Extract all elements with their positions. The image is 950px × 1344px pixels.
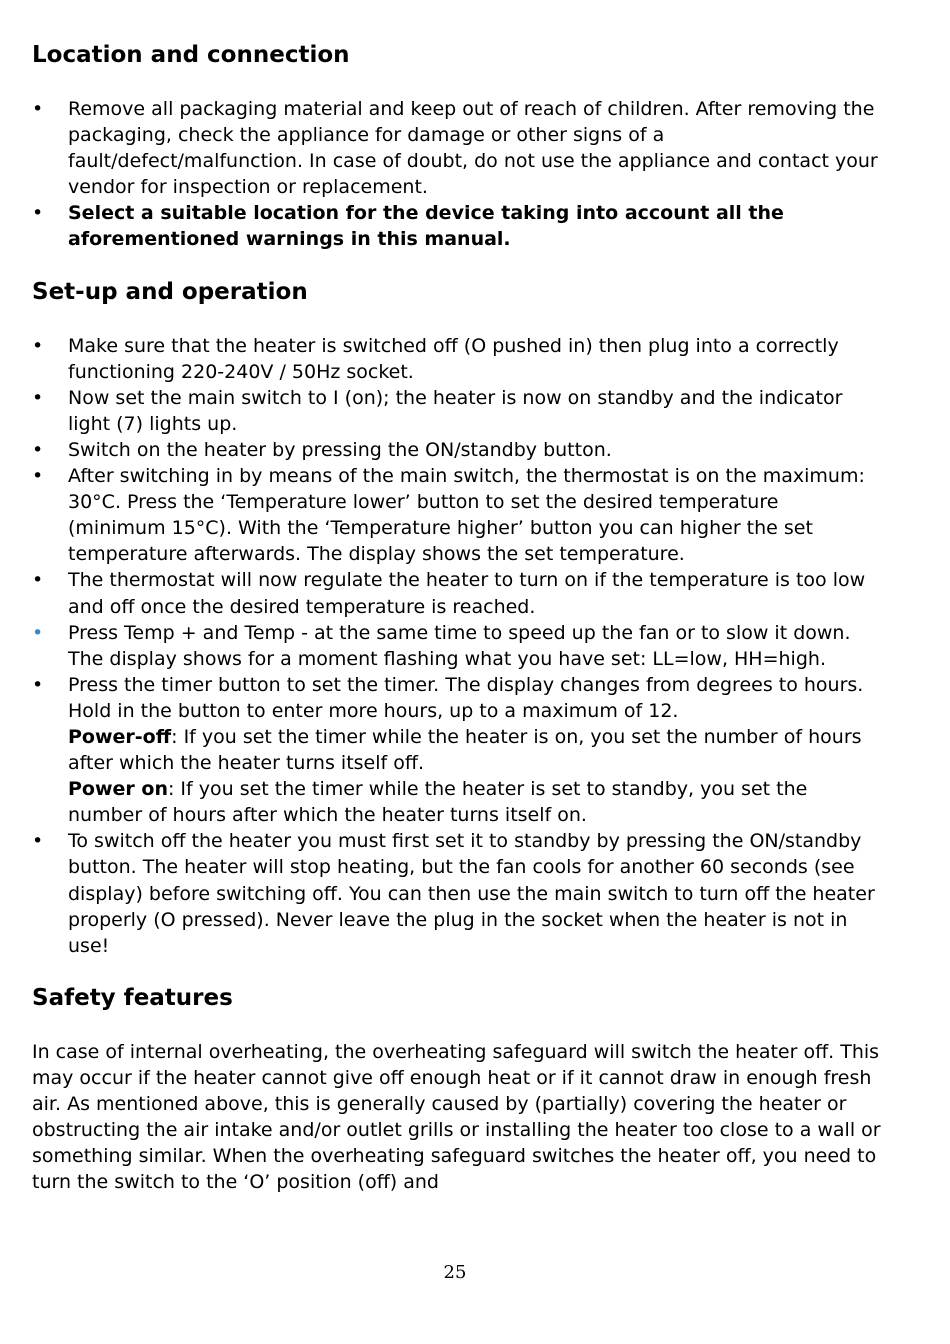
list-item-text: Remove all packaging material and keep out of reach of children. After removing the packaging, check the appliance for damage or other signs of a fault/defect/malfunction. In case of doubt, do not use the appliance and contact your vendor for inspection or replacement. [68, 98, 878, 199]
location-list [32, 96, 882, 253]
list-item-text: Press the timer button to set the timer. The display changes from degrees to hours. Hold in the button to enter more hours, up to a maximum of 12. [68, 673, 864, 722]
bullet-glyph: • [32, 438, 44, 461]
list-item [32, 200, 882, 252]
safety-paragraph: In case of internal overheating, the overheating safeguard will switch the heater off. This may occur if the heater cannot give off enough heat or if it cannot draw in enough fresh air. As mentioned above, this is generally caused by (partially) covering the heater or obstructing the air intake and/or outlet grills or installing the heater too close to a wall or something similar. When the overheating safeguard switches the heater off, you need to turn the switch to the ‘O’ position (off) and [32, 1040, 881, 1194]
power-off-label: Power-off [68, 725, 172, 748]
list-item-text: To switch off the heater you must first set it to standby by pressing the ON/standby button. The heater will stop heating, but the fan cools for another 60 seconds (see display) before switching off. You can then use the main switch to turn off the heater properly (O pressed). Never leave the plug in the socket when the heater is not in use! [68, 830, 875, 957]
list-item [32, 620, 882, 672]
power-off-text: : If you set the timer while the heater is on, you set the number of hours after which the heater turns itself off. [68, 725, 862, 775]
list-item [32, 828, 882, 958]
bullet-glyph: • [32, 386, 44, 409]
bullet-glyph: • [32, 334, 44, 357]
list-item-text: Make sure that the heater is switched off (O pushed in) then plug into a correctly functioning 220-240V / 50Hz socket. [68, 334, 839, 383]
list-item-text: Press Temp + and Temp - at the same time to speed up the fan or to slow it down. The display shows for a moment flashing what you have set: LL=low, HH=high. [68, 621, 851, 670]
section-title-setup: Set-up and operation [32, 278, 308, 305]
document-page [32, 38, 882, 1195]
bullet-glyph: • [32, 830, 44, 853]
list-item [32, 567, 882, 619]
bullet-glyph-accent: • [32, 621, 44, 644]
list-item [32, 463, 882, 567]
list-item [32, 333, 882, 385]
list-item-text: Now set the main switch to I (on); the heater is now on standby and the indicator light (7) lights up. [68, 386, 843, 435]
power-on-text: : If you set the timer while the heater is set to standby, you set the number of hours after which the heater turns itself on. [68, 778, 808, 827]
list-item-text: After switching in by means of the main switch, the thermostat is on the maximum: 30°C. Press the ‘Temperature lower’ button to set the desired temperature (minimum 15°C). With the ‘Temperature higher’ button you can higher the set temperature afterwards. The display shows the set temperature. [68, 465, 865, 566]
list-item [32, 385, 882, 437]
setup-list [32, 333, 882, 959]
bullet-glyph: • [32, 202, 44, 225]
page-number: 25 [443, 1262, 467, 1283]
list-item-text: Select a suitable location for the device taking into account all the aforementioned warnings in this manual. [68, 202, 784, 251]
list-item-text: The thermostat will now regulate the heater to turn on if the temperature is too low and off once the desired temperature is reached. [68, 569, 866, 618]
power-on-label: Power on [68, 778, 168, 801]
list-item [32, 672, 882, 829]
bullet-glyph: • [32, 98, 44, 120]
list-item-text: Switch on the heater by pressing the ON/standby button. [68, 438, 612, 461]
bullet-glyph: • [32, 569, 44, 592]
list-item [32, 96, 882, 200]
bullet-glyph: • [32, 673, 44, 696]
list-item [32, 437, 882, 463]
section-title-location: Location and connection [32, 42, 350, 68]
bullet-glyph: • [32, 465, 44, 488]
section-title-safety: Safety features [32, 984, 233, 1011]
